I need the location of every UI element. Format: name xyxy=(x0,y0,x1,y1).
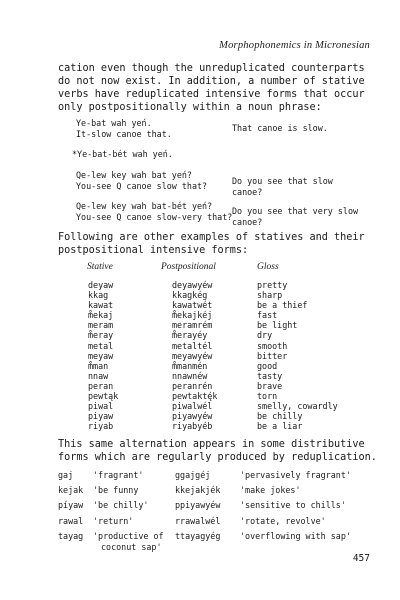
table-cell: be a thief xyxy=(257,300,308,311)
table-cell: bitter xyxy=(257,350,288,361)
page-number: 457 xyxy=(352,553,370,564)
distributive-redup: ggajgéj xyxy=(175,470,211,480)
distributive-gloss: 'fragrant' xyxy=(93,470,144,480)
table-cell: metaltél xyxy=(172,340,213,351)
table-cell: nnaw xyxy=(88,370,109,381)
example-translation xyxy=(232,206,358,228)
table-cell: m̊ekajkéj xyxy=(172,310,213,321)
table-cell: piyaw xyxy=(88,411,114,422)
column-header-stative: Stative xyxy=(87,262,113,272)
table-cell: peranrén xyxy=(172,380,213,391)
paragraph-alternation xyxy=(58,438,378,464)
table-cell: meyawyéw xyxy=(172,350,213,361)
table-cell: brave xyxy=(257,380,283,391)
example-gloss-line: You-see Q canoe slow-very that? xyxy=(76,212,233,222)
table-cell: nnawnéw xyxy=(172,370,208,381)
example-gloss-line: You-see Q canoe slow that? xyxy=(76,181,208,191)
distributive-base: kejak xyxy=(58,485,84,495)
table-cell: m̊man xyxy=(88,360,109,371)
translation-line: Do you see that slow xyxy=(232,176,333,186)
example-line: Ye-bat wah yeń. xyxy=(76,118,152,128)
table-cell: dry xyxy=(257,330,273,341)
distributive-redup-gloss: 'make jokes' xyxy=(240,485,301,495)
distributive-redup: ttayagyég xyxy=(175,531,221,541)
example-sentence xyxy=(76,201,232,223)
distributive-base: gaj xyxy=(58,470,74,480)
translation-line: canoe? xyxy=(232,217,263,227)
distributive-gloss: 'productive of xyxy=(93,531,164,541)
table-cell: piyawyéw xyxy=(172,411,213,422)
table-cell: piwal xyxy=(88,401,114,412)
distributive-base: rawal xyxy=(58,516,84,526)
text-line: forms which are regularly produced by reduplication. xyxy=(58,452,377,463)
table-cell: fast xyxy=(257,310,278,321)
table-cell: meyaw xyxy=(88,350,114,361)
table-cell: good xyxy=(257,360,278,371)
table-cell: be light xyxy=(257,320,298,331)
distributive-redup-gloss: 'sensitive to chills' xyxy=(240,500,346,510)
column-header-gloss: Gloss xyxy=(257,262,279,272)
distributive-gloss-continuation: coconut sap' xyxy=(101,542,162,552)
distributive-gloss: 'be funny xyxy=(93,485,139,495)
table-cell: m̊manmén xyxy=(172,360,208,371)
example-line: *Ye-bat-bét wah yeń. xyxy=(72,149,173,159)
column-header-postpositional: Postpositional xyxy=(161,262,216,272)
table-cell: peran xyxy=(88,380,114,391)
example-sentence xyxy=(72,149,173,160)
table-cell: be chilly xyxy=(257,411,303,422)
table-cell: pewtaktę́k xyxy=(172,391,218,402)
table-cell: kkag xyxy=(88,290,109,301)
table-cell: riyabyéb xyxy=(172,421,213,432)
text-line: do not now exist. In addition, a number of stative xyxy=(58,76,365,87)
table-cell: torn xyxy=(257,391,278,402)
distributive-base: tayag xyxy=(58,531,84,541)
example-line: Qe-lew key wah bat-bét yeń? xyxy=(76,201,213,211)
table-cell: meram xyxy=(88,320,114,331)
table-cell: smooth xyxy=(257,340,288,351)
example-translation xyxy=(232,123,328,134)
table-cell: piwalwél xyxy=(172,401,213,412)
text-line: verbs have reduplicated intensive forms that occur xyxy=(58,89,365,100)
table-cell: metal xyxy=(88,340,114,351)
example-sentence xyxy=(76,170,207,192)
distributive-gloss: 'return' xyxy=(93,516,134,526)
table-cell: tasty xyxy=(257,370,283,381)
table-cell: be a liar xyxy=(257,421,303,432)
example-line: Qe-lew key wah bat yeń? xyxy=(76,170,192,180)
example-sentence xyxy=(76,118,172,140)
distributive-base: píyaw xyxy=(58,500,84,510)
table-cell: pewtąk xyxy=(88,391,119,402)
running-header: Morphophonemics in Micronesian xyxy=(219,40,370,51)
table-cell: meramrém xyxy=(172,320,213,331)
text-line: This same alternation appears in some distributive xyxy=(58,439,365,450)
distributive-redup: rrawalwél xyxy=(175,516,221,526)
paragraph-following xyxy=(58,231,365,257)
table-cell: pretty xyxy=(257,280,288,290)
translation-line: That canoe is slow. xyxy=(232,123,328,133)
distributive-redup-gloss: 'rotate, revolve' xyxy=(240,516,326,526)
table-cell: deyaw xyxy=(88,280,114,290)
distributive-redup: ppiyawyéw xyxy=(175,500,221,510)
table-cell: kawat xyxy=(88,300,114,311)
distributive-redup-gloss: 'pervasively fragrant' xyxy=(240,470,351,480)
text-line: postpositional intensive forms: xyxy=(58,245,249,256)
table-cell: kawatwét xyxy=(172,300,213,311)
translation-line: Do you see that very slow xyxy=(232,206,359,216)
text-line: Following are other examples of statives and their xyxy=(58,232,365,243)
table-cell: m̊erayéy xyxy=(172,330,208,341)
paragraph-intro xyxy=(58,62,365,114)
distributive-gloss: 'be chilly' xyxy=(93,500,149,510)
table-cell: smelly, cowardly xyxy=(257,401,338,412)
example-gloss-line: It-slow canoe that. xyxy=(76,129,172,139)
gloss-column xyxy=(257,280,338,431)
table-cell: deyawyéw xyxy=(172,280,213,290)
stative-column xyxy=(88,280,118,431)
distributive-redup: kkejakjék xyxy=(175,485,221,495)
example-translation xyxy=(232,176,333,198)
text-line: cation even though the unreduplicated counterparts xyxy=(58,63,365,74)
table-cell: m̊ekaj xyxy=(88,310,114,321)
table-cell: riyab xyxy=(88,421,114,432)
table-cell: m̊eray xyxy=(88,330,114,341)
translation-line: canoe? xyxy=(232,187,263,197)
postpositional-column xyxy=(172,280,217,431)
distributive-redup-gloss: 'overflowing with sap' xyxy=(240,531,351,541)
table-cell: kkagkég xyxy=(172,290,208,301)
table-cell: sharp xyxy=(257,290,283,301)
text-line: only postpositionally within a noun phrase: xyxy=(58,102,322,113)
